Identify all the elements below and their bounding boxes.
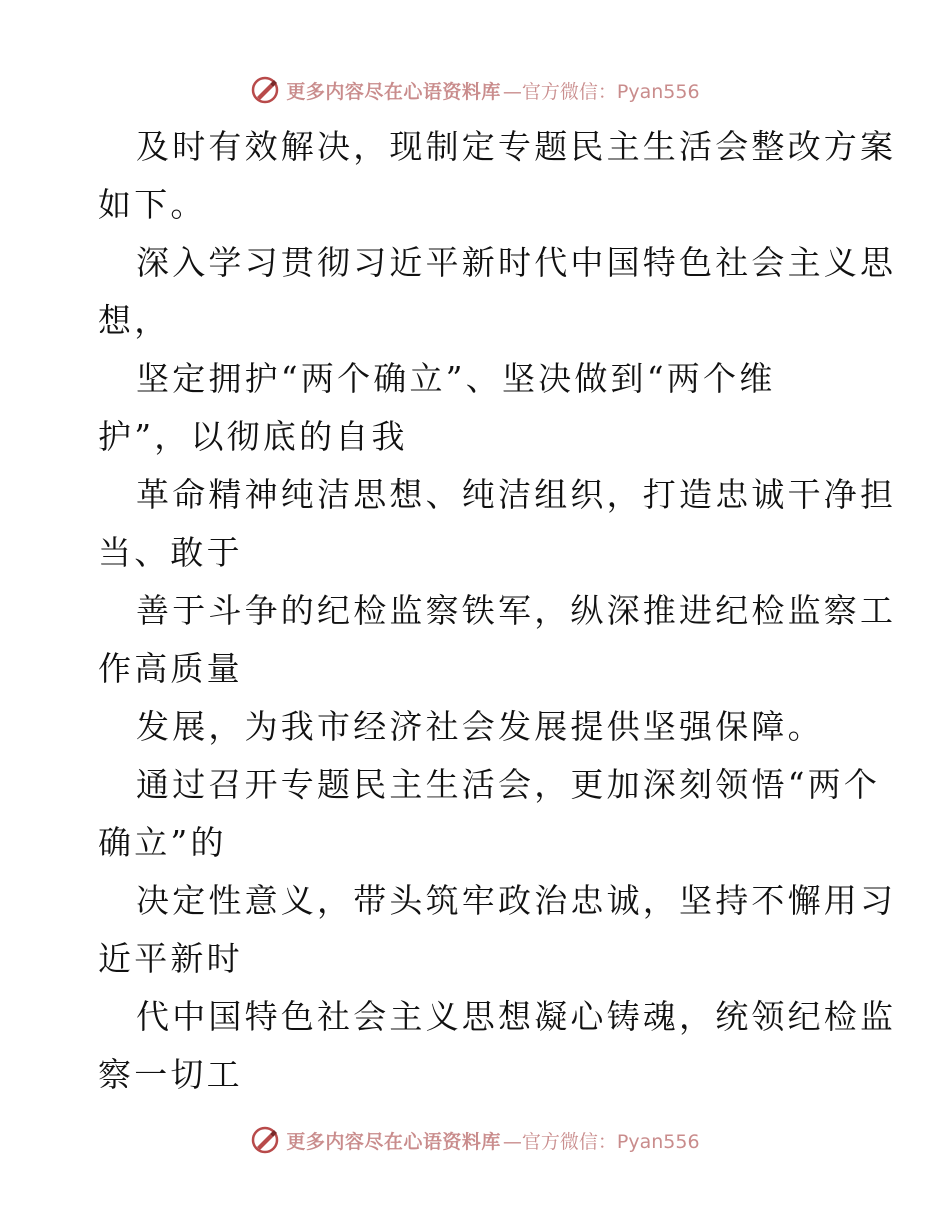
- body-line: 善于斗争的纪检监察铁军，纵深推进纪检监察工: [136, 591, 897, 630]
- document-body: [98, 118, 897, 1104]
- body-line: 革命精神纯洁思想、纯洁组织，打造忠诚干净担: [136, 475, 897, 514]
- body-line: 坚定拥护“两个确立”、坚决做到“两个维: [136, 359, 776, 398]
- body-line: 决定性意义，带头筑牢政治忠诚，坚持不懈用习: [136, 881, 897, 920]
- pen-logo-icon: [250, 1125, 280, 1155]
- watermark-brand: 更多内容尽在心语资料库: [286, 1130, 501, 1153]
- watermark-contact: —官方微信：Pyan556: [502, 1130, 700, 1153]
- body-line: 代中国特色社会主义思想凝心铸魂，统领纪检监: [136, 997, 897, 1036]
- footer-watermark: [0, 1120, 950, 1160]
- body-line: 作高质量: [98, 649, 243, 688]
- body-line: 通过召开专题民主生活会，更加深刻领悟“两个: [136, 765, 881, 804]
- body-line: 确立”的: [98, 823, 227, 862]
- body-line: 近平新时: [98, 939, 243, 978]
- body-line: 深入学习贯彻习近平新时代中国特色社会主义思: [136, 243, 897, 282]
- watermark-contact: —官方微信：Pyan556: [502, 80, 700, 103]
- pen-logo-icon: [250, 75, 280, 105]
- body-line: 及时有效解决，现制定专题民主生活会整改方案: [136, 127, 897, 166]
- body-line: 发展，为我市经济社会发展提供坚强保障。: [136, 707, 824, 746]
- body-line: 如下。: [98, 185, 207, 224]
- watermark-brand: 更多内容尽在心语资料库: [286, 80, 501, 103]
- body-line: 当、敢于: [98, 533, 243, 572]
- body-line: 察一切工: [98, 1055, 243, 1094]
- body-line: 护”，以彻底的自我: [98, 417, 408, 456]
- header-watermark: [0, 70, 950, 110]
- body-line: 想，: [98, 301, 171, 340]
